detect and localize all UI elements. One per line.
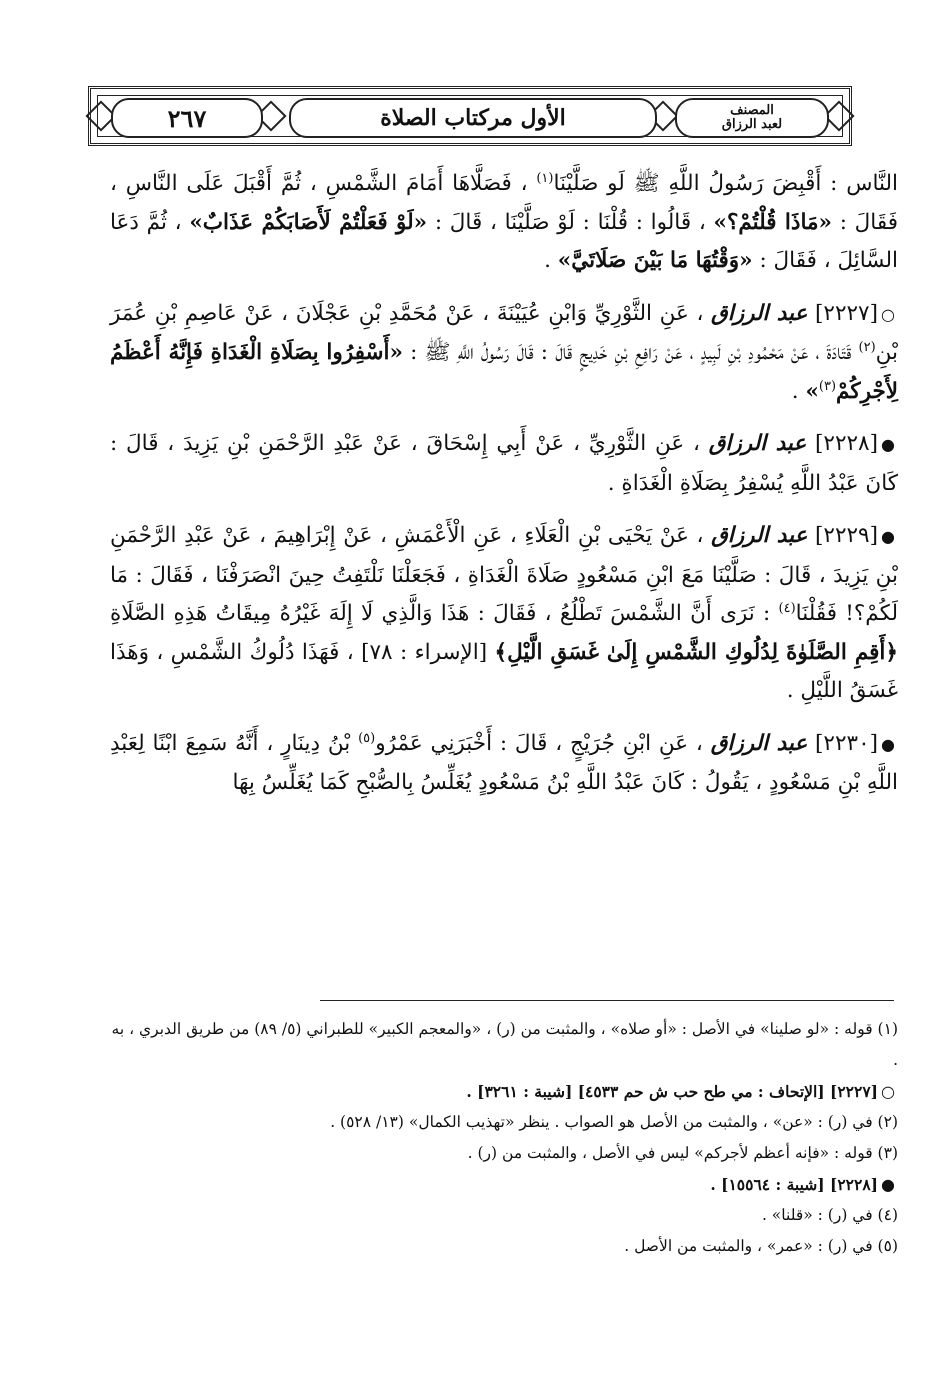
footnote-item (110, 1138, 898, 1169)
footnote-reference: (١) (536, 170, 554, 186)
quoted-text: «مَاذَا قُلْتُمْ؟» (713, 209, 832, 235)
text-segment: ، عَنِ الثَّوْرِيِّ وَابْنِ عُيَيْنَةَ ، عَنْ مُحَمَّدِ بْنِ عَجْلَانَ ، عَنْ عَاصِمِ بْنِ عُمَرَ بْنِ (110, 300, 898, 365)
quoted-text: » (805, 378, 819, 404)
book-logo (675, 98, 829, 138)
hollow-circle-marker-icon: ○ (881, 304, 895, 324)
quoted-text: «أَسْفِرُوا بِصَلَاةِ الْغَدَاةِ فَإِنَّهُ أَعْظَمُ لِأَجْرِكُمْ (110, 340, 898, 404)
footnote-reference: (٢) (858, 339, 876, 355)
narrator-name: عبد الرزاق (710, 730, 808, 756)
footnote-reference: (٤) (778, 600, 796, 616)
chapter-title: الأول مركتاب الصلاة (289, 98, 657, 138)
footnote-reference: (٥) (358, 730, 376, 746)
narrator-name: عبد الرزاق (711, 300, 808, 326)
hadith-paragraph (110, 165, 898, 281)
footnote-item (110, 1169, 898, 1200)
text-segment: . (791, 378, 806, 404)
hadith-paragraph (110, 725, 898, 803)
quoted-text: ﴿أَقِمِ الصَّلَوٰةَ لِدُلُوكِ الشَّمْسِ إِلَىٰ غَسَقِ الَّيْلِ﴾ (494, 639, 898, 665)
logo-line-2: لعبد الرزاق (721, 117, 783, 132)
text-segment: [الإسراء : ٧٨] ، فَهَذَا دُلُوكُ الشَّمْسِ ، وَهَذَا غَسَقُ اللَّيْلِ . (110, 639, 898, 703)
hadith-paragraph (110, 517, 898, 711)
footnote-separator (320, 1000, 894, 1001)
footnote-text: (١) قوله : «لو صلينا» في الأصل : «أو صلاه» ، والمثبت من (ر) ، «والمعجم الكبير» للطبراني (٥/ ٨٩) من طريق الدبري ، به . (111, 1020, 898, 1069)
text-segment: النَّاس : أَقْبِضَ رَسُولُ اللَّهِ ﷺ لَو صَلَّيْنَا (553, 171, 899, 196)
hollow-circle-marker-icon: ○ (881, 1082, 895, 1101)
hadith-paragraph (110, 425, 898, 503)
text-segment: ، قَالُوا : قُلْنَا : لَوْ صَلَّيْنَا ، قَالَ : (427, 209, 714, 235)
filled-circle-marker-icon: ● (881, 734, 895, 754)
text-segment: ، عَنِ ابْنِ جُرَيْجٍ ، قَالَ : أَخْبَرَنِي عَمْرُو (375, 730, 711, 756)
text-segment: . (544, 248, 558, 273)
text-segment: بْنُ دِينَارٍ ، أَنَّهُ سَمِعَ ابْنًا لِعَبْدِ اللَّهِ بْنِ مَسْعُودٍ ، يَقُولُ : كَانَ عَبْدُ اللَّهِ بْنُ مَسْعُودٍ يُغَلِّسُ بِالصُّبْحِ كَمَا يُغَلِّسُ بِهَا (110, 730, 898, 795)
text-segment: قَتَادَةَ ، عَنْ مَحْمُودِ بْنِ لَبِيدٍ ، عَنْ رَافِعِ بْنِ خَدِيجٍ قَالَ : قَالَ رَسُولُ اللَّهِ ﷺ : (402, 340, 859, 365)
filled-circle-marker-icon: ● (881, 1175, 895, 1194)
quoted-text: «لَوْ فَعَلْتُمْ لَأَصَابَكُمْ عَذَابٌ» (189, 209, 428, 235)
main-text (110, 165, 898, 803)
text-segment: : نَرَى أَنَّ الشَّمْسَ تَطْلُعُ ، فَقَالَ : هَذَا وَالَّذِي لَا إِلَهَ غَيْرُهُ مِيقَاتُ هَذِهِ الصَّلَاةِ (110, 601, 779, 626)
narrator-name: عبد الرزاق (711, 523, 808, 548)
footnote-item (110, 1014, 898, 1076)
hadith-number: [٢٢٢٨] (806, 431, 878, 456)
text-segment: ، فَصَلَّاهَا أَمَامَ الشَّمْسِ ، ثُمَّ أَقْبَلَ عَلَى النَّاسِ ، فَقَالَ : (110, 171, 898, 235)
text-segment: ، عَنِ الثَّوْرِيِّ ، عَنْ أَبِي إِسْحَاقَ ، عَنْ عَبْدِ الرَّحْمَنِ بْنِ يَزِيدَ ، قَالَ : كَانَ عَبْدُ اللَّهِ يُسْفِرُ بِصَلَاةِ الْغَدَاةِ . (110, 431, 898, 496)
footnote-item (110, 1076, 898, 1107)
logo-line-1: المصنف (730, 103, 774, 118)
narrator-name: عبد الرزاق (708, 431, 807, 456)
hadith-number: [٢٢٢٩] (807, 523, 878, 548)
text-segment: ، ثُمَّ دَعَا السَّائِلَ ، فَقَالَ : (110, 209, 898, 273)
filled-circle-marker-icon: ● (881, 527, 895, 546)
hadith-number: [٢٢٢٧] (807, 300, 878, 326)
footnote-item (110, 1107, 898, 1138)
hadith-number: [٢٢٣٠] (807, 730, 879, 756)
footnote-text: (٤) في (ر) : «قلنا» . (761, 1206, 898, 1224)
quoted-text: «وَقْتُهَا مَا بَيْنَ صَلَاتَيَّ» (557, 248, 753, 273)
filled-circle-marker-icon: ● (881, 435, 895, 454)
footnote-item (110, 1200, 898, 1231)
footnote-text: (٢) في (ر) : «عن» ، والمثبت من الأصل هو الصواب . ينظر «تهذيب الكمال» (١٣/ ٥٢٨) . (330, 1113, 898, 1131)
footnote-text: [٢٢٢٧] [الإتحاف : مي طح حب ش حم ٤٥٣٣] [شيبة : ٣٢٦١] . (466, 1082, 878, 1101)
footnote-text: [٢٢٢٨] [شيبة : ١٥٥٦٤] . (710, 1175, 878, 1194)
footnotes (110, 1014, 898, 1262)
footnote-reference: (٣) (818, 378, 837, 394)
page-header (88, 86, 852, 146)
footnote-text: (٥) في (ر) : «عمر» ، والمثبت من الأصل . (624, 1237, 898, 1255)
text-segment: ، عَنْ يَحْيَى بْنِ الْعَلَاءِ ، عَنِ الْأَعْمَشِ ، عَنْ إِبْرَاهِيمَ ، عَنْ عَبْدِ الرَّحْمَنِ بْنِ يَزِيدَ ، قَالَ : صَلَّيْنَا مَعَ ابْنِ مَسْعُودٍ صَلَاةَ الْغَدَاةِ ، فَجَعَلْنَا نَلْتَفِتُ حِينَ انْصَرَفْنَا ، فَقَالَ : مَا لَكُمْ؟! فَقُلْنَا (110, 523, 898, 626)
footnote-text: (٣) قوله : «فإنه أعظم لأجركم» ليس في الأصل ، والمثبت من (ر) . (467, 1144, 898, 1162)
footnote-item (110, 1231, 898, 1262)
hadith-paragraph (110, 295, 898, 412)
page-number: ٢٦٧ (111, 98, 263, 138)
